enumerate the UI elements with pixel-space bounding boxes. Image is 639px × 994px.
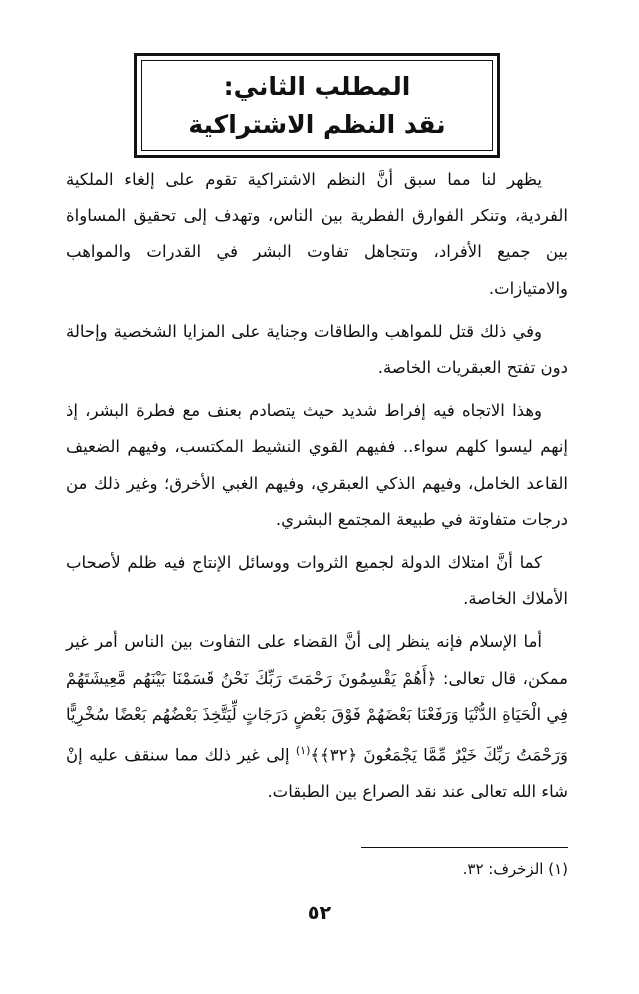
- quran-verse: ﴿أَهُمْ يَقْسِمُونَ رَحْمَتَ رَبِّكَ نَحْنُ قَسَمْنَا بَيْنَهُم مَّعِيشَتَهُمْ فِي الْحَيَاةِ الدُّنْيَا وَرَفَعْنَا بَعْضَهُمْ فَوْقَ بَعْضٍ دَرَجَاتٍ لِّيَتَّخِذَ بَعْضُهُم بَعْضًا سُخْرِيًّا وَرَحْمَتُ رَبِّكَ خَيْرٌ مِّمَّا يَجْمَعُونَ ﴿٣٢﴾﴾: [66, 668, 569, 765]
- paragraph-5-intro: أما الإسلام فإنه ينظر إلى أنَّ القضاء على التفاوت بين الناس أمر غير ممكن، قال تعالى:: [66, 632, 568, 688]
- paragraph-2: وفي ذلك قتل للمواهب والطاقات وجناية على المزايا الشخصية وإحالة دون تفتح العبقريات الخاصة.: [66, 321, 568, 378]
- paragraph-3: وهذا الاتجاه فيه إفراط شديد حيث يتصادم بعنف مع فطرة البشر، إذ إنهم ليسوا كلهم سواء.. ففيهم القوي النشيط المكتسب، وفيهم الضعيف القاعد الخامل، وفيهم الذكي العبقري، وفيهم الغبي الأخرق؛ وغير ذلك من درجات متفاوتة في طبيعة المجتمع البشري.: [66, 401, 568, 529]
- footnote: (١) الزخرف: ٣٢.: [462, 860, 568, 878]
- section-title-line-1: المطلب الثاني:: [223, 71, 411, 101]
- section-title-line-2: نقد النظم الاشتراكية: [188, 109, 446, 139]
- body-text: [66, 162, 568, 817]
- footnote-separator: [361, 847, 568, 848]
- footnote-marker: (١): [295, 744, 311, 758]
- paragraph-5: [66, 624, 568, 810]
- section-title-inner-frame: [141, 60, 493, 151]
- paragraph-1: يظهر لنا مما سبق أنَّ النظم الاشتراكية تقوم على إلغاء الملكية الفردية، وتنكر الفوارق الفطرية بين الناس، وتهدف إلى تحقيق المساواة بين جميع الأفراد، وتتجاهل تفاوت البشر في القدرات والمواهب والامتيازات.: [66, 170, 568, 298]
- paragraph-4: كما أنَّ امتلاك الدولة لجميع الثروات ووسائل الإنتاج فيه ظلم لأصحاب الأملاك الخاصة.: [66, 553, 568, 609]
- section-title-frame: [134, 53, 500, 158]
- page-number: ٥٢: [307, 902, 332, 924]
- paragraph-5-outro: إلى غير ذلك مما سنقف عليه إنْ شاء الله تعالى عند نقد الصراع بين الطبقات.: [66, 745, 568, 801]
